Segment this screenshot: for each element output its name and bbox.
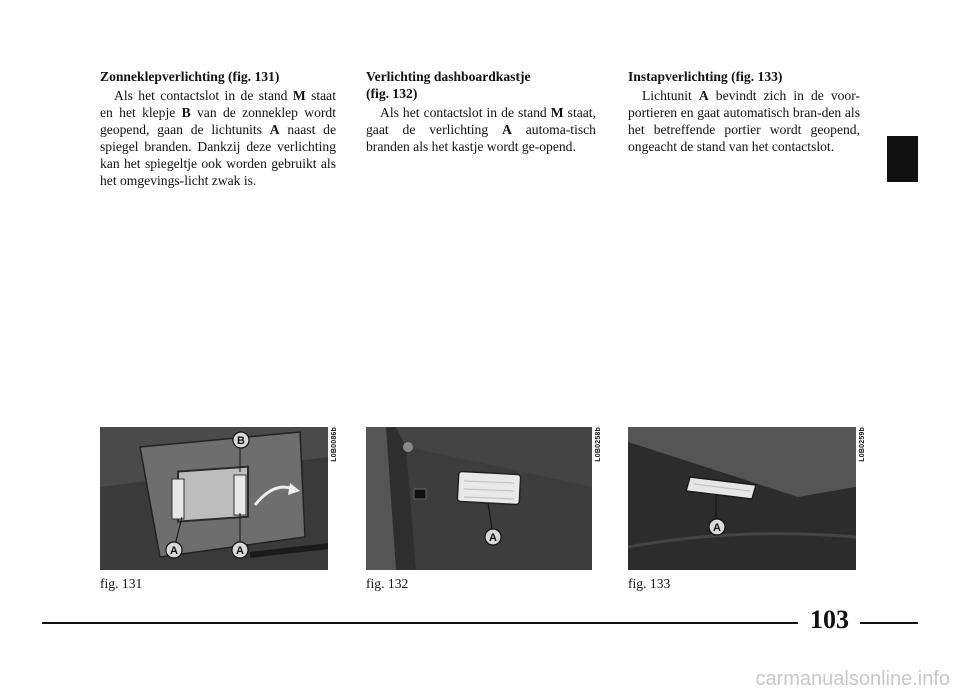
text: staat, gaat de verlichting: [366, 105, 596, 137]
section-glovebox-lighting: [366, 68, 596, 155]
heading-suffix: ): [777, 69, 783, 84]
watermark: carmanualsonline.info: [755, 668, 950, 690]
text: Als het contactslot in de stand: [114, 88, 293, 103]
figure-133-code: L0B0259b: [859, 427, 866, 462]
section-tab-marker: [887, 136, 918, 182]
footer-rule-left: [42, 622, 798, 624]
text: Als het contactslot in de stand: [380, 105, 551, 120]
label-a: A: [489, 532, 497, 544]
heading-glovebox-lighting: [366, 68, 596, 102]
key-m: M: [550, 105, 564, 120]
heading-suffix: ): [412, 86, 418, 101]
text: naast de spiegel branden. Dankzij deze verlichting kan het spiegeltje ook worden gebruikt als het omgevings-licht zwak is.: [100, 122, 336, 188]
key-b: B: [181, 105, 191, 120]
figure-133-labels: [628, 427, 856, 570]
footer-rule-right: [860, 622, 918, 624]
section-sun-visor-lighting: [100, 68, 336, 189]
label-a-left: A: [170, 545, 178, 557]
text: staat en het klepje: [100, 88, 336, 120]
heading-sun-visor-lighting: [100, 68, 336, 85]
page-number: 103: [810, 605, 849, 634]
text: Lichtunit: [642, 88, 699, 103]
heading-ref: fig. 132: [370, 86, 413, 101]
figure-131-code: L0B0086b: [331, 427, 338, 462]
text: automa-tisch branden als het kastje wordt ge-opend.: [366, 122, 596, 154]
heading-text: Instapverlichting (: [628, 69, 736, 84]
key-m: M: [292, 88, 306, 103]
figure-132-code: L0B0258b: [595, 427, 602, 462]
figure-132-labels: [366, 427, 592, 570]
heading-ref: fig. 131: [232, 69, 275, 84]
heading-suffix: ): [274, 69, 280, 84]
figure-131-labels: [100, 427, 328, 570]
text: bevindt zich in de voor-portieren en gaat automatisch bran-den als het betreffende portier wordt geopend, ongeacht de stand van het contactslot.: [628, 88, 861, 154]
paragraph-glovebox: [366, 104, 596, 155]
heading-prefix: (: [366, 86, 371, 101]
text: van de zonneklep wordt geopend, gaan de lichtunits: [100, 105, 336, 137]
heading-text: Zonneklepverlichting (: [100, 69, 233, 84]
key-a: A: [269, 122, 280, 137]
section-courtesy-lighting: [628, 68, 860, 155]
label-b: B: [237, 435, 245, 447]
paragraph-sun-visor: [100, 87, 336, 189]
label-a: A: [713, 522, 721, 534]
heading-courtesy-lighting: [628, 68, 860, 85]
figure-131-caption: fig. 131: [100, 576, 143, 591]
paragraph-courtesy: [628, 87, 860, 155]
key-a: A: [502, 122, 512, 137]
key-a: A: [698, 88, 709, 103]
label-a-right: A: [236, 545, 244, 557]
figure-133-caption: fig. 133: [628, 576, 671, 591]
heading-text: Verlichting dashboardkastje: [366, 69, 531, 84]
figure-132-caption: fig. 132: [366, 576, 409, 591]
heading-ref: fig. 133: [735, 69, 778, 84]
